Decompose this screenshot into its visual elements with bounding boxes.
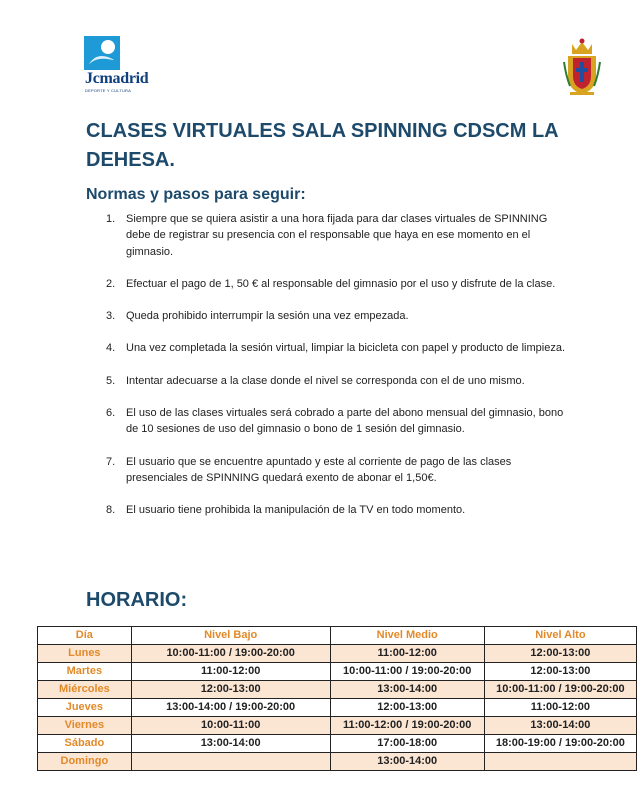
table-cell: 12:00-13:00 <box>131 681 330 699</box>
coat-of-arms-icon <box>562 36 602 98</box>
table-cell: 10:00-11:00 / 19:00-20:00 <box>131 645 330 663</box>
table-cell <box>484 753 636 771</box>
page-title: CLASES VIRTUALES SALA SPINNING CDSCM LA DEHESA. <box>86 120 558 171</box>
list-item <box>86 276 566 292</box>
table-header-row <box>38 627 637 645</box>
day-cell: Miércoles <box>38 681 132 699</box>
rule-text: Una vez completada la sesión virtual, limpiar la bicicleta con papel y producto de limpieza. <box>126 342 566 355</box>
table-cell: 13:00-14:00 <box>330 681 484 699</box>
table-cell: 11:00-12:00 / 19:00-20:00 <box>330 717 484 735</box>
rule-number: 7. <box>106 455 116 468</box>
rule-text: Efectuar el pago de 1, 50 € al responsable del gimnasio por el uso y disfrute de la clase. <box>126 277 556 290</box>
table-cell: 12:00-13:00 <box>330 699 484 717</box>
rule-text: El usuario que se encuentre apuntado y este al corriente de pago de las clases presenciales de SPINNING quedará exento de abonar el 1,50€. <box>126 455 512 484</box>
jcmadrid-logo-icon <box>84 36 120 70</box>
rules-subtitle: Normas y pasos para seguir: <box>86 186 306 203</box>
day-cell: Lunes <box>38 645 132 663</box>
table-row <box>38 645 637 663</box>
list-item <box>86 308 566 324</box>
table-cell <box>131 753 330 771</box>
table-cell: 13:00-14:00 <box>330 753 484 771</box>
table-cell: 12:00-13:00 <box>484 645 636 663</box>
table-cell: 10:00-11:00 / 19:00-20:00 <box>330 663 484 681</box>
table-cell: 10:00-11:00 <box>131 717 330 735</box>
day-cell: Jueves <box>38 699 132 717</box>
rule-number: 8. <box>106 504 116 517</box>
rule-text: Queda prohibido interrumpir la sesión una vez empezada. <box>126 310 409 323</box>
rule-number: 5. <box>106 374 116 387</box>
rule-text: El uso de las clases virtuales será cobrado a parte del abono mensual del gimnasio, bono de 10 sesiones de uso del gimnasio o bono de 1 sesión del gimnasio. <box>126 407 564 436</box>
schedule-title: HORARIO: <box>86 589 188 611</box>
table-cell: 11:00-12:00 <box>330 645 484 663</box>
table-row <box>38 663 637 681</box>
day-cell: Sábado <box>38 735 132 753</box>
table-cell: 13:00-14:00 / 19:00-20:00 <box>131 699 330 717</box>
table-cell: 17:00-18:00 <box>330 735 484 753</box>
table-row <box>38 735 637 753</box>
day-cell: Martes <box>38 663 132 681</box>
list-item <box>86 454 566 487</box>
rule-number: 3. <box>106 310 116 323</box>
list-item <box>86 211 566 260</box>
table-cell: 10:00-11:00 / 19:00-20:00 <box>484 681 636 699</box>
list-item <box>86 373 566 389</box>
table-row <box>38 753 637 771</box>
rule-number: 1. <box>106 213 116 225</box>
column-header: Nivel Medio <box>330 627 484 645</box>
table-cell: 12:00-13:00 <box>484 663 636 681</box>
list-item <box>86 502 566 518</box>
rules-list <box>86 211 566 535</box>
day-cell: Viernes <box>38 717 132 735</box>
rule-text: Intentar adecuarse a la clase donde el nivel se corresponda con el de uno mismo. <box>126 374 525 387</box>
logo-text: Jcmadrid <box>85 70 149 87</box>
table-row <box>38 681 637 699</box>
table-cell: 11:00-12:00 <box>131 663 330 681</box>
column-header: Nivel Alto <box>484 627 636 645</box>
table-row <box>38 699 637 717</box>
rule-number: 4. <box>106 342 116 355</box>
rule-text: Siempre que se quiera asistir a una hora fijada para dar clases virtuales de SPINNING debe de registrar su presencia con el responsable que haya en ese momento en el gimnasio. <box>126 213 548 258</box>
schedule-table <box>37 626 637 771</box>
day-cell: Domingo <box>38 753 132 771</box>
list-item <box>86 340 566 356</box>
list-item <box>86 405 566 438</box>
rule-number: 2. <box>106 277 116 290</box>
table-cell: 11:00-12:00 <box>484 699 636 717</box>
table-cell: 13:00-14:00 <box>484 717 636 735</box>
column-header: Nivel Bajo <box>131 627 330 645</box>
logo-subtext: DEPORTE Y CULTURA <box>85 88 132 93</box>
rule-text: El usuario tiene prohibida la manipulación de la TV en todo momento. <box>126 504 466 517</box>
rule-number: 6. <box>106 407 116 420</box>
table-cell: 18:00-19:00 / 19:00-20:00 <box>484 735 636 753</box>
column-header: Día <box>38 627 132 645</box>
table-row <box>38 717 637 735</box>
table-cell: 13:00-14:00 <box>131 735 330 753</box>
jcmadrid-logo <box>84 36 154 96</box>
